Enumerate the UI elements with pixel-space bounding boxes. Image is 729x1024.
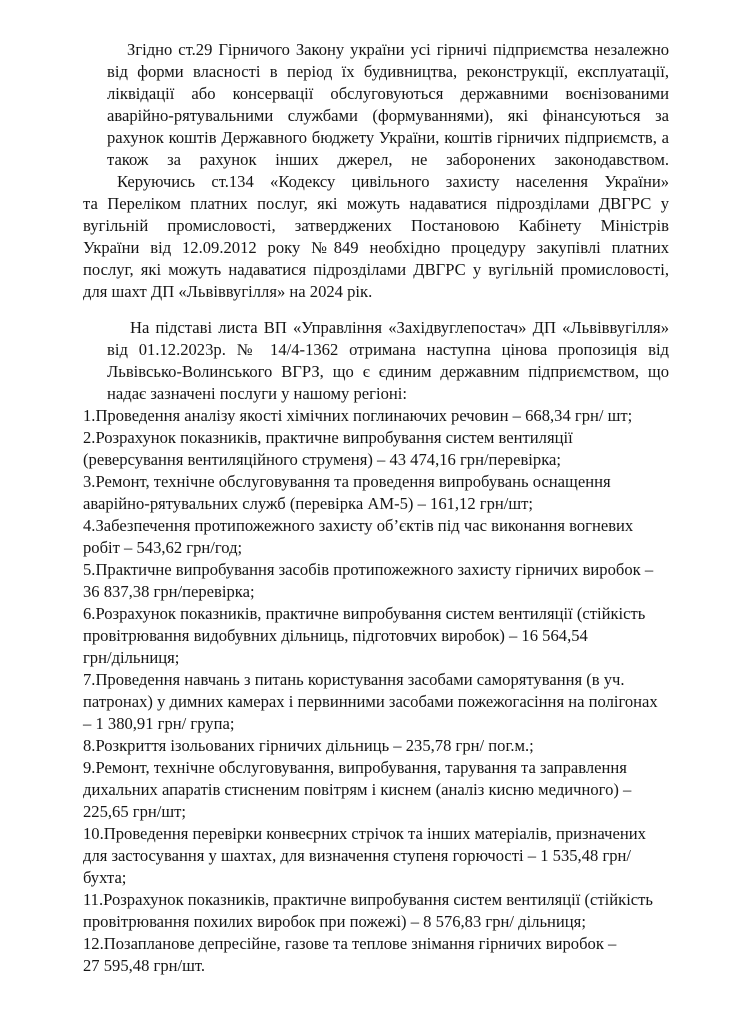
list-item: 3.Ремонт, технічне обслуговування та проведення випробувань оснащення [83, 472, 611, 491]
text-line: ліквідації або консервації обслуговуються державними воєнізованими [107, 84, 669, 103]
text-line: послуг, які можуть надаватися підрозділами ДВГРС у вугільній промисловості, [83, 260, 669, 279]
list-item: провітрювання видобувних дільниць, підготовчих виробок) – 16 564,54 [83, 626, 588, 645]
text-line: Згідно ст.29 Гірничого Закону україни усі гірничі підприємства незалежно [127, 40, 669, 59]
text-line: Львівсько-Волинського ВГРЗ, що є єдиним державним підприємством, що [107, 362, 669, 381]
list-item: 11.Розрахунок показників, практичне випробування систем вентиляції (стійкість [83, 890, 653, 909]
list-item: бухта; [83, 868, 127, 887]
list-item: 5.Практичне випробування засобів протипожежного захисту гірничих виробок – [83, 560, 654, 579]
list-item: (реверсування вентиляційного струменя) – 43 474,16 грн/перевірка; [83, 450, 561, 469]
text-line: рахунок коштів Державного бюджету України, коштів гірничих підприємств, а [107, 128, 669, 147]
list-item: 36 837,38 грн/перевірка; [83, 582, 255, 601]
list-item: 10.Проведення перевірки конвеєрних стрічок та інших матеріалів, призначених [83, 824, 646, 843]
list-item: патронах) у димних камерах і первинними засобами пожежогасіння на полігонах [83, 692, 658, 711]
text-line: На підставі листа ВП «Управління «Західвуглепостач» ДП «Львіввугілля» [130, 318, 669, 337]
list-item: 225,65 грн/шт; [83, 802, 187, 821]
list-item: 4.Забезпечення протипожежного захисту об’єктів під час виконання вогневих [83, 516, 634, 535]
list-item: 1.Проведення аналізу якості хімічних поглинаючих речовин – 668,34 грн/ шт; [83, 406, 633, 425]
text-line: Керуючись ст.134 «Кодексу цивільного захисту населення України» [117, 172, 669, 191]
list-item: аварійно-рятувальних служб (перевірка АМ-5) – 161,12 грн/шт; [83, 494, 534, 513]
list-item: для застосування у шахтах, для визначення ступеня горючості – 1 535,48 грн/ [83, 846, 632, 865]
text-line: аварійно-рятувальними службами (формуваннями), які фінансуються за [107, 106, 669, 125]
text-line: від форми власності в період їх будивництва, реконструкції, експлуатації, [107, 62, 669, 81]
list-item: 27 595,48 грн/шт. [83, 956, 206, 975]
list-item: грн/дільниця; [83, 648, 180, 667]
list-item: 9.Ремонт, технічне обслуговування, випробування, тарування та заправлення [83, 758, 627, 777]
list-item: 2.Розрахунок показників, практичне випробування систем вентиляції [83, 428, 573, 447]
list-item: провітрювання похилих виробок при пожежі) – 8 576,83 грн/ дільниця; [83, 912, 586, 931]
text-line: також за рахунок інших джерел, не заборонених законодавством. [107, 150, 669, 169]
text-line: вугільній промисловості, затверджених Постановою Кабінету Міністрів [83, 216, 669, 235]
list-item: 12.Позапланове депресійне, газове та теплове знімання гірничих виробок – [83, 934, 617, 953]
list-item: дихальних апаратів стисненим повітрям і киснем (аналіз кисню медичного) – [83, 780, 632, 799]
text-line: від 01.12.2023р. № 14/4-1362 отримана наступна цінова пропозиція від [107, 340, 669, 359]
list-item: 8.Розкриття ізольованих гірничих дільниць – 235,78 грн/ пог.м.; [83, 736, 534, 755]
text-line: надає зазначені послуги у нашому регіоні: [107, 384, 407, 403]
list-item: – 1 380,91 грн/ група; [83, 714, 235, 733]
text-line: та Переліком платних послуг, які можуть надаватися підрозділами ДВГРС у [83, 194, 669, 213]
list-item: 7.Проведення навчань з питань користування засобами саморятування (в уч. [83, 670, 625, 689]
list-item: робіт – 543,62 грн/год; [83, 538, 243, 557]
list-item: 6.Розрахунок показників, практичне випробування систем вентиляції (стійкість [83, 604, 646, 623]
text-line: для шахт ДП «Львіввугілля» на 2024 рік. [83, 282, 373, 301]
text-line: України від 12.09.2012 року №849 необхідно процедуру закупівлі платних [83, 238, 669, 257]
